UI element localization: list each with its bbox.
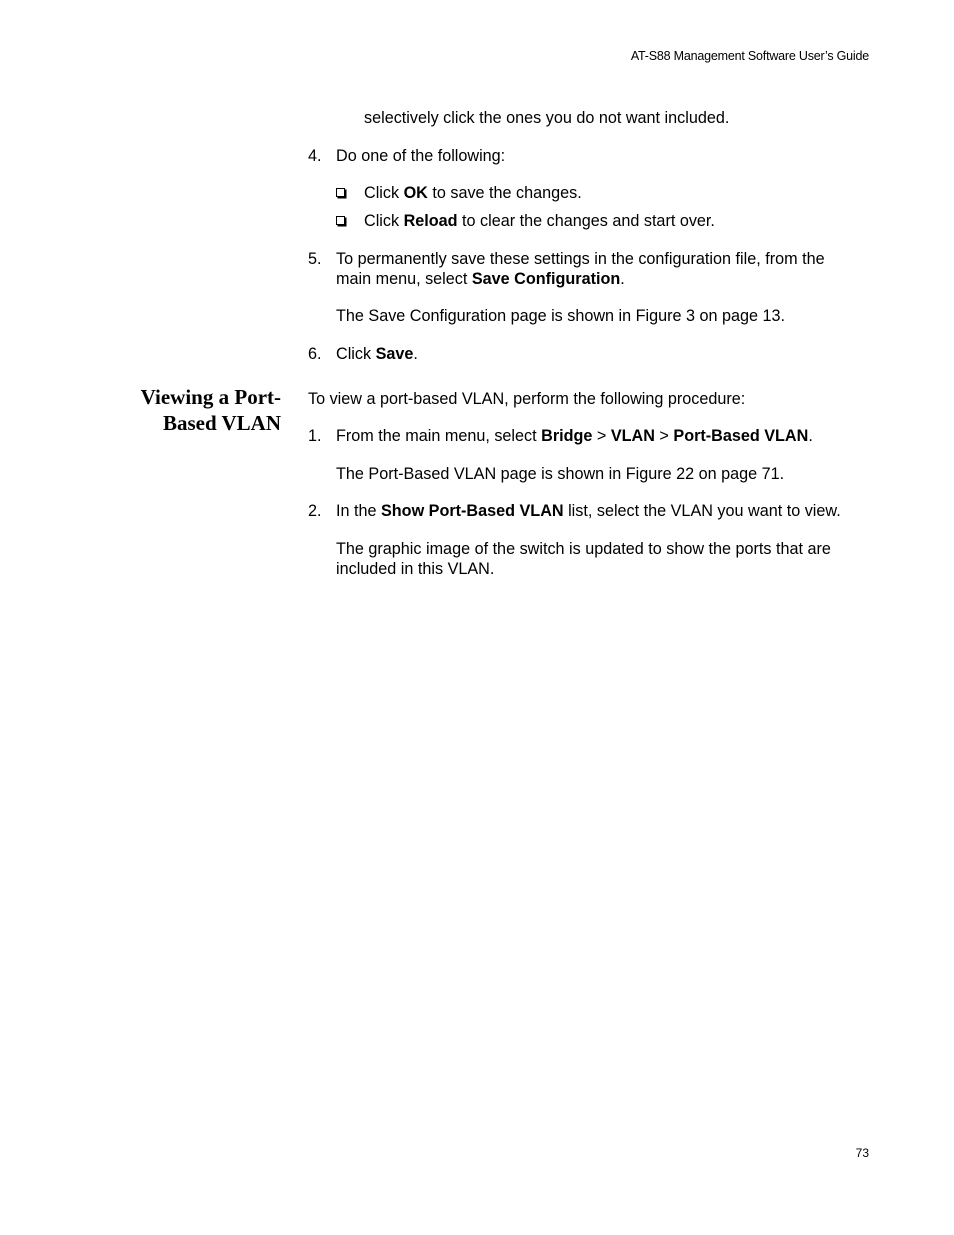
bullet-item: Click Reload to clear the changes and start over.	[364, 212, 715, 230]
step-text: In the Show Port-Based VLAN list, select the VLAN you want to view.	[336, 502, 841, 520]
step-text: Do one of the following:	[336, 147, 506, 165]
section-heading: Viewing a Port- Based VLAN	[140, 385, 281, 435]
page-number: 73	[855, 1146, 869, 1160]
step-text: Click Save.	[336, 345, 418, 363]
step-number: 6.	[308, 345, 322, 363]
step-number: 1.	[308, 427, 322, 445]
step-note: included in this VLAN.	[336, 560, 495, 578]
step-number: 4.	[308, 147, 322, 165]
step-number: 5.	[308, 250, 322, 268]
step-number: 2.	[308, 502, 322, 520]
step-text: main menu, select Save Configuration.	[336, 270, 625, 288]
step-note: The graphic image of the switch is updated to show the ports that are	[336, 540, 831, 558]
step-note: The Save Configuration page is shown in Figure 3 on page 13.	[336, 307, 786, 325]
step-text: To permanently save these settings in the configuration file, from the	[336, 250, 825, 268]
step-note: The Port-Based VLAN page is shown in Figure 22 on page 71.	[336, 465, 785, 483]
checkbox-bullet-icon	[336, 216, 345, 225]
step-text: From the main menu, select Bridge > VLAN > Port-Based VLAN.	[336, 427, 813, 445]
section-intro: To view a port-based VLAN, perform the following procedure:	[308, 390, 746, 408]
continuation-text: selectively click the ones you do not want included.	[364, 109, 730, 127]
running-header: AT-S88 Management Software User’s Guide	[630, 49, 869, 63]
bullet-item: Click OK to save the changes.	[364, 184, 582, 202]
checkbox-bullet-icon	[336, 188, 345, 197]
